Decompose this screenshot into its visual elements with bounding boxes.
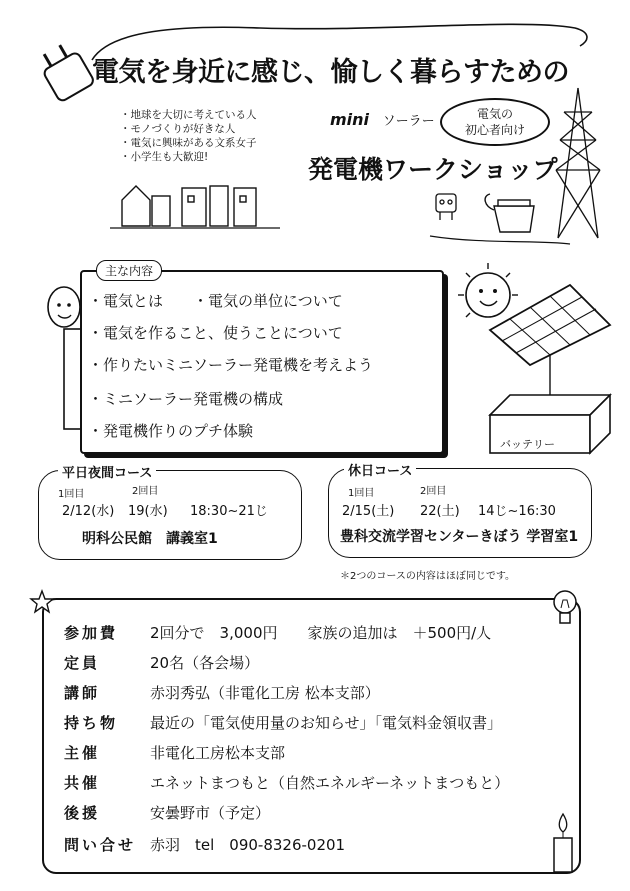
info-value: 2回分で 3,000円 家族の追加は ＋500円/人 [150,624,492,642]
mini-word: mini [330,110,370,129]
beginner-badge [440,98,550,146]
topic-item: ・電気とは ・電気の単位について [88,292,343,310]
weekday-course-title: 平日夜間コース [58,462,156,481]
info-label: 定員 [64,654,101,672]
info-row-cosponsor [64,772,509,793]
topic-item: ・ミニソーラー発電機の構成 [88,390,284,408]
audience-item: ・ モノづくりが好きな人 [120,122,257,136]
weekday-venue: 明科公民館 講義室1 [82,531,218,547]
info-label: 主催 [64,744,101,762]
holiday-time: 14じ~16:30 [478,504,556,519]
robot-illustration [436,194,456,220]
weekday-first-date: 2/12(水) [62,504,115,519]
audience-item: ・ 地球を大切に考えている人 [120,108,257,122]
mini-solar-label [330,110,435,129]
info-row-contact [64,834,345,855]
lightbulb-icon [550,588,580,634]
power-tower-illustration [556,88,600,238]
topic-item: ・電気を作ること、使うことについて [88,324,343,342]
sun-icon [458,263,518,317]
star-icon [30,590,54,614]
topic-item: ・作りたいミニソーラー発電機を考えよう [88,356,374,374]
course-note: ＊2つのコースの内容はほぼ同じです。 [340,571,516,582]
weekday-second-date: 19(水) [128,504,168,519]
weekday-first-label: 1回目 [58,489,85,500]
flyer-title: 電気を身近に感じ、愉しく暮らすための [92,57,569,88]
holiday-first-date: 2/15(土) [342,504,395,519]
info-label: 後援 [64,804,101,822]
info-label: 持ち物 [64,714,119,732]
info-row-capacity [64,652,259,673]
info-row-instructor [64,682,380,703]
info-value: 安曇野市（予定） [150,804,271,822]
audience-item: ・ 電気に興味がある文系女子 [120,136,257,150]
info-value: 非電化工房松本支部 [150,744,286,762]
battery-label: バッテリー [500,438,555,451]
info-value: エネットまつもと（自然エネルギーネットまつもと） [150,774,510,792]
info-value: 20名（各会場） [150,654,260,672]
info-row-support [64,802,270,823]
info-label: 共催 [64,774,101,792]
info-label: 講師 [64,684,101,702]
contents-tag: 主な内容 [96,260,162,281]
weekday-second-label: 2回目 [132,486,159,497]
info-label: 参加費 [64,624,119,642]
info-row-belongings [64,712,502,733]
audience-list [120,108,257,164]
holiday-first-label: 1回目 [348,488,375,499]
holiday-course-title: 休日コース [344,460,416,479]
badge-line: 電気の [476,107,513,121]
kettle-illustration [485,194,534,232]
badge-line: 初心者向け [464,123,525,137]
weekday-time: 18:30~21じ [190,504,268,519]
holiday-venue: 豊科交流学習センターきぼう 学習室1 [340,529,579,545]
candle-icon [548,810,578,876]
info-row-organizer [64,742,285,763]
info-value: 赤羽 tel 090-8326-0201 [150,836,346,854]
workshop-title: 発電機ワークショップ [308,155,558,184]
solar-panel-illustration [440,255,620,455]
holiday-second-date: 22(土) [420,504,460,519]
topic-item: ・発電機作りのプチ体験 [88,422,254,440]
solar-word: ソーラー [382,114,435,129]
info-value: 最近の「電気使用量のお知らせ」「電気料金領収書」 [150,714,503,732]
audience-item: ・ 小学生も大歓迎! [120,150,257,164]
info-value: 赤羽秀弘（非電化工房 松本支部） [150,684,380,702]
info-row-fee [64,622,491,643]
info-label: 問い合せ [64,836,137,854]
holiday-second-label: 2回目 [420,486,447,497]
houses-illustration [122,186,256,226]
